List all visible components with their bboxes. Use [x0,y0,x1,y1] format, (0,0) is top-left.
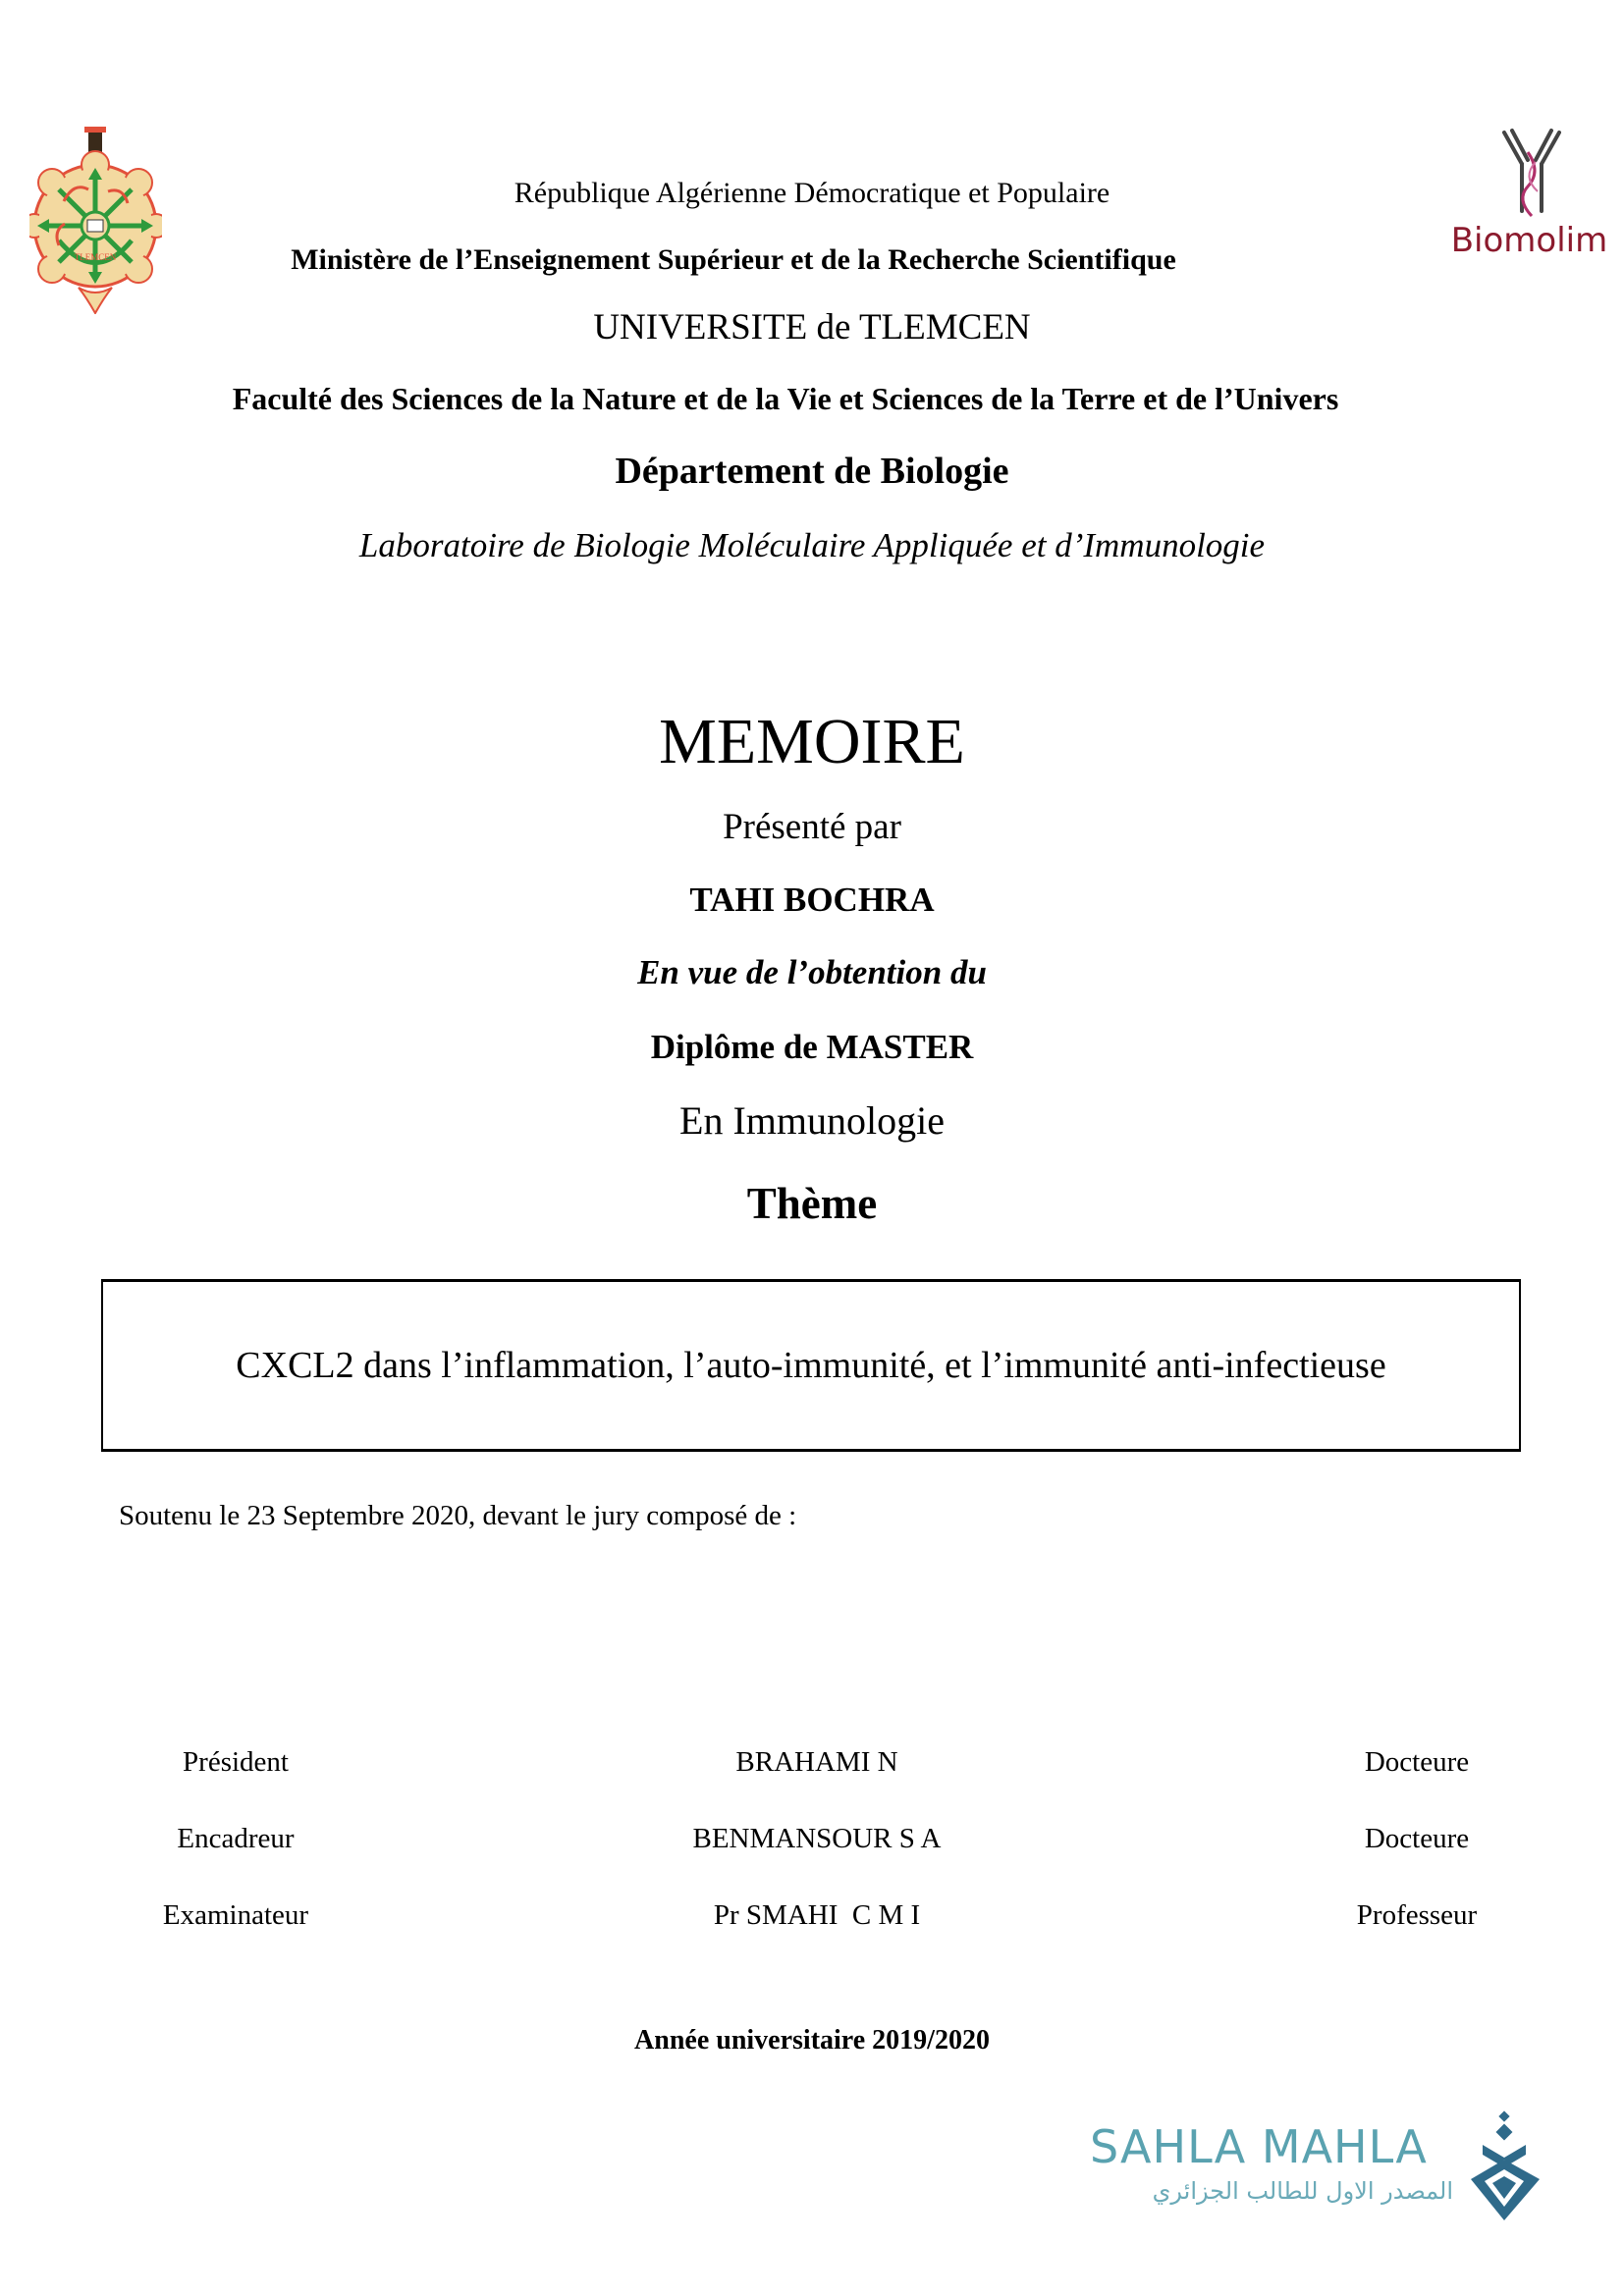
svg-text:TLEMCEN: TLEMCEN [74,252,117,262]
sahla-mahla-subtitle: المصدر الاول للطالب الجزائري [1152,2177,1453,2205]
degree-label: Diplôme de MASTER [650,1028,974,1066]
laboratory-heading: Laboratoire de Biologie Moléculaire Appliquée et d’Immunologie [358,526,1266,564]
ministry-heading: Ministère de l’Enseignement Supérieur et de la Recherche Scientifique [291,243,1176,276]
author-name: TAHI BOCHRA [689,881,935,919]
defense-statement: Soutenu le 23 Septembre 2020, devant le jury composé de : [119,1500,797,1531]
theme-box [101,1279,1521,1452]
theme-title: CXCL2 dans l’inflammation, l’auto-immunité, et l’immunité anti-infectieuse [236,1345,1386,1386]
academic-year: Année universitaire 2019/2020 [634,2025,990,2056]
jury-grade: Professeur [1356,1899,1478,1931]
jury-grade: Docteure [1364,1823,1470,1854]
jury-row [0,1746,1624,1786]
jury-role: Encadreur [177,1823,295,1854]
antibody-icon [1443,123,1615,226]
department-heading: Département de Biologie [615,451,1009,492]
jury-row [0,1899,1624,1939]
jury-role: Président [183,1746,289,1778]
theme-label: Thème [746,1179,878,1228]
jury-grade: Docteure [1364,1746,1470,1778]
jury-name: BENMANSOUR S A [692,1823,942,1854]
university-tlemcen-logo [29,123,162,314]
tlemcen-emblem-icon [29,123,162,314]
sahla-emblem-icon [1463,2110,1546,2223]
document-type-title: MEMOIRE [659,706,965,777]
sahla-mahla-wordmark: SAHLA MAHLA [1090,2120,1428,2173]
biomolim-wordmark: Biomolim [1450,221,1608,260]
speciality-label: En Immunologie [679,1098,945,1143]
presented-by-label: Présenté par [723,807,901,847]
republic-heading: République Algérienne Démocratique et Populaire [514,177,1110,209]
purpose-label: En vue de l’obtention du [637,953,987,991]
jury-row [0,1823,1624,1862]
university-heading: UNIVERSITE de TLEMCEN [593,307,1031,347]
jury-role: Examinateur [162,1899,309,1931]
jury-name: Pr SMAHI C M I [713,1899,921,1931]
jury-name: BRAHAMI N [735,1746,898,1778]
faculty-heading: Faculté des Sciences de la Nature et de la Vie et Sciences de la Terre et de l’Univers [232,381,1339,416]
sahla-mahla-logo [1090,2120,1551,2223]
